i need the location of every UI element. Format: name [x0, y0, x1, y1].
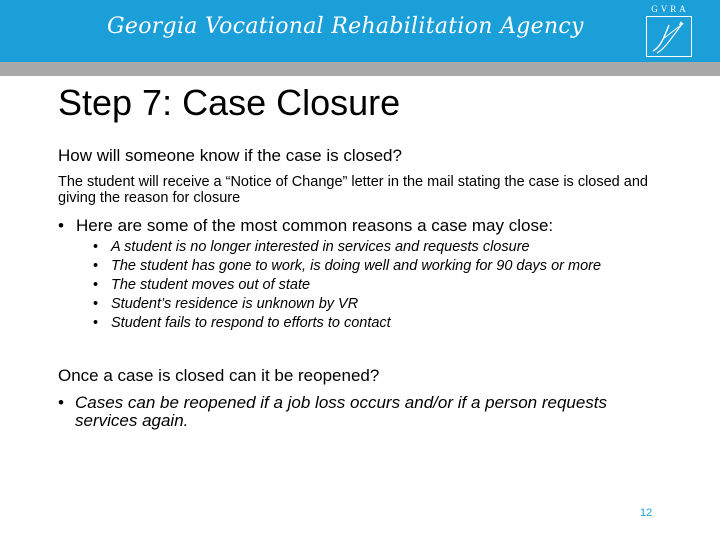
logo-text: GVRA — [651, 4, 689, 14]
answer-closed: The student will receive a “Notice of Change” letter in the mail stating the case is closed and giving the reason for closure — [58, 174, 648, 206]
list-item: • The student moves out of state — [93, 277, 311, 293]
question-closed: How will someone know if the case is closed? — [58, 146, 402, 165]
header-banner — [0, 0, 720, 62]
page-number: 12 — [640, 507, 653, 519]
bullet-glyph: • — [58, 393, 64, 412]
bullet-glyph: • — [58, 216, 64, 235]
logo-emblem — [646, 16, 692, 57]
reasons-intro-text: Here are some of the most common reasons a case may close: — [76, 216, 554, 235]
answer-reopen-text: Cases can be reopened if a job loss occurs and/or if a person requests services again. — [75, 393, 608, 430]
gvra-logo — [641, 4, 699, 58]
list-item: • The student has gone to work, is doing well and working for 90 days or more — [93, 258, 602, 274]
agency-name: Georgia Vocational Rehabilitation Agency — [107, 14, 584, 39]
answer-reopen — [58, 394, 658, 430]
header-divider-bar — [0, 62, 720, 76]
question-reopen: Once a case is closed can it be reopened? — [58, 366, 380, 385]
swoosh-icon — [647, 17, 690, 55]
list-item: • A student is no longer interested in services and requests closure — [93, 239, 530, 255]
list-item: • Student’s residence is unknown by VR — [93, 296, 359, 312]
slide-title: Step 7: Case Closure — [58, 82, 401, 123]
reasons-intro — [58, 216, 553, 236]
list-item: • Student fails to respond to efforts to contact — [93, 315, 391, 331]
reasons-list — [93, 239, 673, 334]
